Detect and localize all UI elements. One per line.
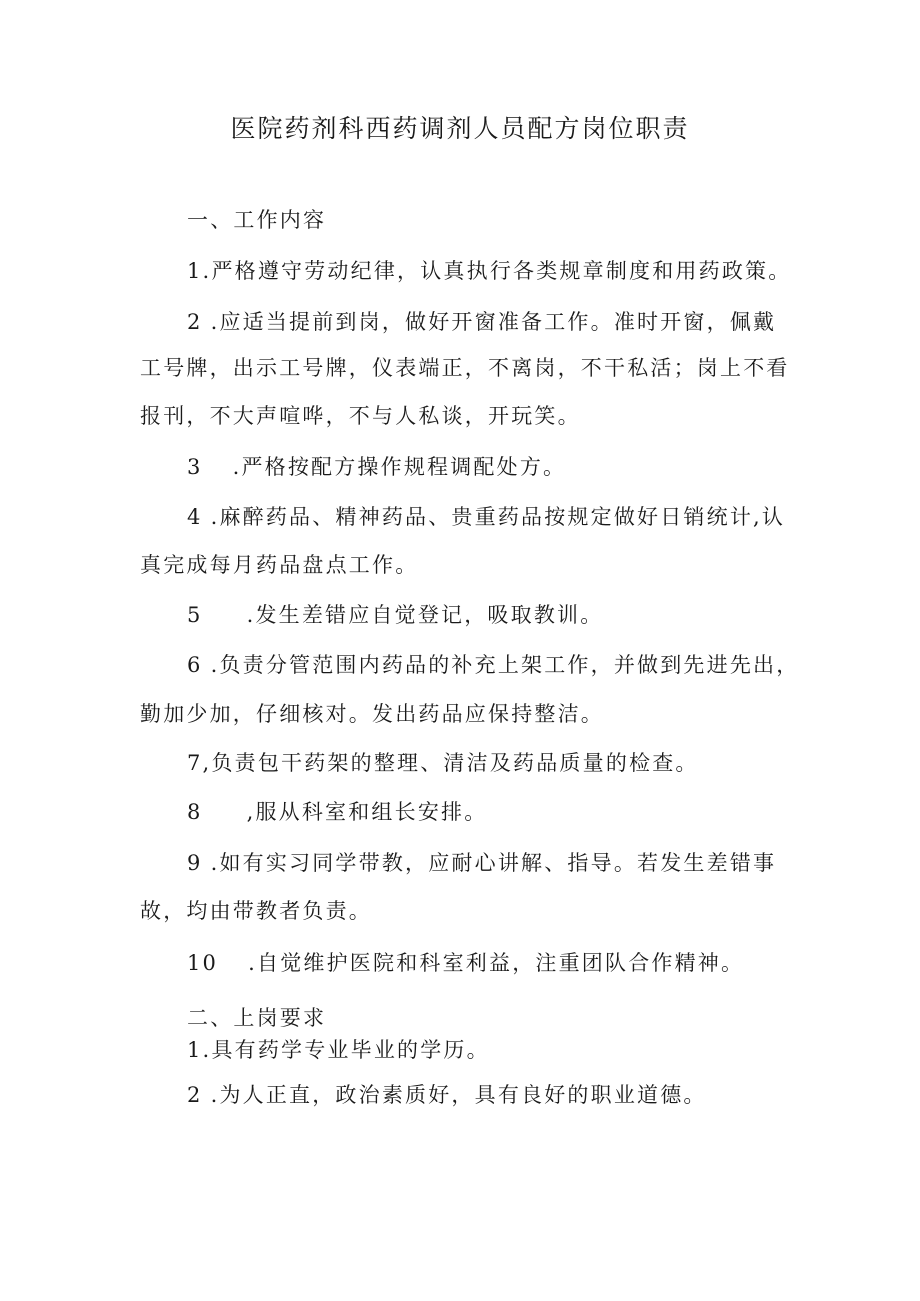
list-item [187,848,776,878]
item-text: .麻醉药品、精神药品、贵重药品按规定做好日销统计,认 [210,505,786,529]
item-text: .自觉维护医院和科室利益，注重团队合作精神。 [248,951,745,975]
item-number: 4 [187,505,203,529]
list-item-continuation: 勤加少加，仔细核对。发出药品应保持整洁。 [140,702,604,726]
item-text: ,服从科室和组长安排。 [246,800,488,824]
item-number: 2 [187,310,203,334]
item-number: 9 [187,851,203,875]
list-item [187,797,487,827]
list-item [187,948,744,978]
item-number: 2 [187,1083,203,1107]
item-text: 负责包干药架的整理、清洁及药品质量的检查。 [211,751,699,775]
item-text: .应适当提前到岗，做好开窗准备工作。准时开窗，佩戴 [210,310,777,334]
item-number: 1. [187,1038,212,1062]
item-text: .负责分管范围内药品的补充上架工作，并做到先进先出， [210,653,800,677]
list-item [187,307,776,337]
item-text: .严格按配方操作规程调配处方。 [232,455,567,479]
document-title: 医院药剂科西药调剂人员配方岗位职责 [230,114,690,143]
list-item [187,1035,490,1065]
list-item-continuation: 故，均由带教者负责。 [140,899,372,923]
item-number: 10 [187,951,219,975]
list-item-continuation: 真完成每月药品盘点工作。 [140,553,419,577]
item-text: 具有药学专业毕业的学历。 [211,1038,490,1062]
item-text: .为人正直，政治素质好，具有良好的职业道德。 [210,1083,707,1107]
list-item [187,650,799,680]
item-number: 1. [187,259,212,283]
section-heading-work-content: 一、工作内容 [187,208,327,232]
item-number: 6 [187,653,203,677]
section-heading-job-requirements: 二、上岗要求 [187,1006,327,1030]
item-number: 8 [187,800,203,824]
list-item [187,600,603,630]
item-number: 7, [187,751,212,775]
list-item-continuation: 报刊，不大声喧哗，不与人私谈，开玩笑。 [140,404,581,428]
list-item [187,452,566,482]
list-item [187,748,699,778]
item-number: 5 [187,603,203,627]
item-number: 3 [187,455,203,479]
list-item [187,1080,707,1110]
list-item [187,502,785,532]
item-text: .如有实习同学带教，应耐心讲解、指导。若发生差错事 [210,851,777,875]
item-text: .发生差错应自觉登记，吸取教训。 [246,603,604,627]
list-item [187,256,791,286]
list-item-continuation: 工号牌，出示工号牌，仪表端正，不离岗，不干私活；岗上不看 [140,356,790,380]
item-text: 严格遵守劳动纪律，认真执行各类规章制度和用药政策。 [211,259,792,283]
